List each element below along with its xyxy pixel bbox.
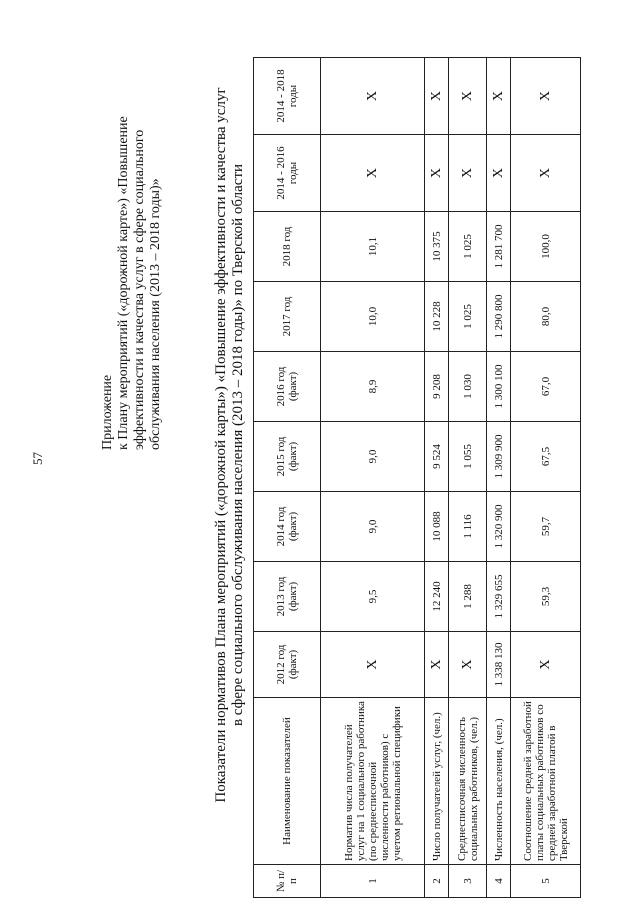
column-header: 2016 год (факт): [254, 352, 321, 422]
indicator-value: X: [511, 632, 581, 698]
table-title-line: в сфере социального обслуживания населения (2013 – 2018 годы)» по Тверской области: [230, 163, 246, 727]
indicator-value: 59,7: [511, 492, 581, 562]
indicator-value: 1 116: [449, 492, 487, 562]
indicator-value: 1 320 900: [487, 492, 511, 562]
indicator-value: 100,0: [511, 212, 581, 282]
column-header: 2017 год: [254, 282, 321, 352]
row-number: 1: [321, 865, 425, 898]
appendix-heading: Приложение: [100, 374, 115, 450]
table-header-row: [254, 58, 321, 898]
column-header: 2014 - 2018 годы: [254, 58, 321, 135]
indicator-value: 10,1: [321, 212, 425, 282]
indicator-value: 1 329 655: [487, 562, 511, 632]
column-header: 2013 год (факт): [254, 562, 321, 632]
page-number: 57: [30, 452, 45, 465]
indicator-name: Среднесписочная численность социальных работников, (чел.): [449, 698, 487, 865]
appendix-line: обслуживания населения (2013 – 2018 годы)»: [148, 178, 163, 450]
indicator-value: 9,0: [321, 492, 425, 562]
appendix-line: к Плану мероприятий («дорожной карте») «Повышение: [116, 116, 131, 450]
column-header: № п/п: [254, 865, 321, 898]
indicator-value: 1 338 130: [487, 632, 511, 698]
indicator-value: 1 055: [449, 422, 487, 492]
indicator-value: 1 281 700: [487, 212, 511, 282]
indicator-value: X: [511, 58, 581, 135]
column-header: 2012 год (факт): [254, 632, 321, 698]
indicator-value: 8,9: [321, 352, 425, 422]
indicator-value: X: [487, 58, 511, 135]
indicator-value: 10,0: [321, 282, 425, 352]
indicator-value: 1 290 800: [487, 282, 511, 352]
table-row: [425, 58, 449, 898]
indicator-value: 9,5: [321, 562, 425, 632]
indicator-value: 10 228: [425, 282, 449, 352]
indicator-value: X: [511, 135, 581, 212]
indicator-value: 9,0: [321, 422, 425, 492]
indicator-value: 10 375: [425, 212, 449, 282]
table-title: [213, 85, 247, 805]
table-row: [321, 58, 425, 898]
indicator-name: Численность населения, (чел.): [487, 698, 511, 865]
indicator-value: 1 025: [449, 282, 487, 352]
table-row: [511, 58, 581, 898]
indicator-value: 59,3: [511, 562, 581, 632]
indicator-value: 9 208: [425, 352, 449, 422]
row-number: 2: [425, 865, 449, 898]
indicator-value: X: [425, 135, 449, 212]
indicator-value: 10 088: [425, 492, 449, 562]
indicator-value: X: [449, 58, 487, 135]
indicator-value: X: [425, 632, 449, 698]
indicator-name: Норматив числа получателей услуг на 1 социального работника (по среднесписочной численности работников) с учетом региональной специфики: [321, 698, 425, 865]
indicator-value: 1 309 900: [487, 422, 511, 492]
appendix-header: [100, 70, 164, 450]
indicator-value: 67,5: [511, 422, 581, 492]
column-header: 2018 год: [254, 212, 321, 282]
table-row: [449, 58, 487, 898]
indicator-value: X: [487, 135, 511, 212]
indicator-value: X: [321, 632, 425, 698]
column-header: Наименование показателей: [254, 698, 321, 865]
indicator-name: Соотношение средней заработной платы социальных работников со средней заработной платой в Тверской: [511, 698, 581, 865]
indicator-value: 1 300 100: [487, 352, 511, 422]
indicator-value: 1 288: [449, 562, 487, 632]
column-header: 2014 - 2016 годы: [254, 135, 321, 212]
row-number: 4: [487, 865, 511, 898]
indicator-value: 80,0: [511, 282, 581, 352]
indicator-value: 12 240: [425, 562, 449, 632]
column-header: 2014 год (факт): [254, 492, 321, 562]
table-title-line: Показатели нормативов Плана мероприятий («дорожной карты») «Повышение эффективности и качества услуг: [213, 87, 229, 803]
indicator-value: 1 030: [449, 352, 487, 422]
table-row: [487, 58, 511, 898]
indicator-value: X: [321, 135, 425, 212]
indicator-value: X: [449, 135, 487, 212]
indicator-value: 9 524: [425, 422, 449, 492]
appendix-line: эффективности и качества услуг в сфере социального: [132, 129, 147, 450]
indicator-value: X: [449, 632, 487, 698]
indicator-value: X: [425, 58, 449, 135]
indicator-value: X: [321, 58, 425, 135]
indicator-name: Число получателей услуг, (чел.): [425, 698, 449, 865]
column-header: 2015 год (факт): [254, 422, 321, 492]
row-number: 5: [511, 865, 581, 898]
indicator-value: 67,0: [511, 352, 581, 422]
row-number: 3: [449, 865, 487, 898]
indicator-value: 1 025: [449, 212, 487, 282]
indicators-table: [253, 57, 581, 898]
